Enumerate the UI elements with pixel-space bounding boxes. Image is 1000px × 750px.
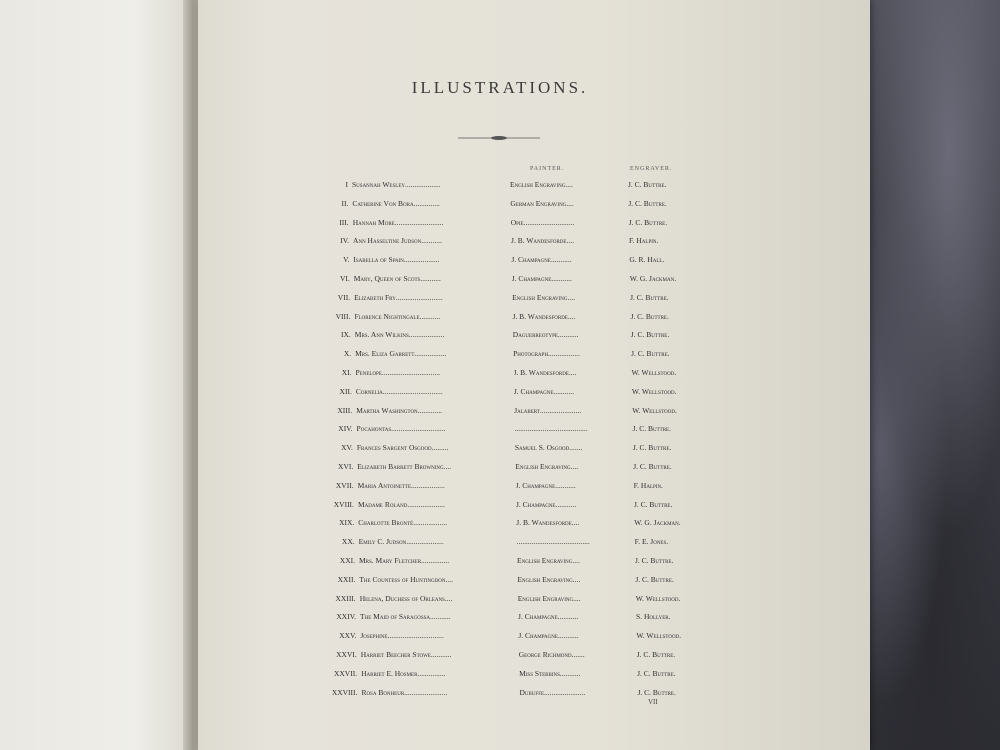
list-item-painter: English Engraving.... xyxy=(517,593,581,603)
list-item-number: XV. xyxy=(341,443,353,453)
list-item xyxy=(294,368,734,384)
page-folio: VII xyxy=(648,698,658,706)
list-item-name: Mrs. Ann Wilkins................... xyxy=(354,330,445,340)
list-item xyxy=(293,349,733,365)
list-item xyxy=(298,612,738,628)
list-item-painter: English Engraving.... xyxy=(517,556,580,565)
list-item xyxy=(291,236,731,252)
list-item-number: VI. xyxy=(339,274,350,283)
list-item-number: XXV. xyxy=(339,631,357,641)
list-item-painter: English Engraving.... xyxy=(515,462,579,471)
list-item-painter: J. B. Wandesforde.... xyxy=(512,311,576,321)
list-item-painter: J. B. Wandesforde.... xyxy=(511,236,574,246)
list-item-number: II. xyxy=(341,198,349,208)
list-item xyxy=(296,481,736,497)
list-item xyxy=(298,594,738,610)
list-item-number: XXVI. xyxy=(336,650,357,659)
list-item-number: XXIV. xyxy=(336,612,357,622)
list-item-engraver: W. G. Jackman. xyxy=(629,274,677,283)
list-item-painter: Photograph................. xyxy=(513,349,580,359)
page-title: ILLUSTRATIONS. xyxy=(411,78,589,97)
list-item-engraver: W. Wellstood. xyxy=(631,386,677,396)
list-item-name: The Maid of Saragossa........... xyxy=(360,612,451,622)
list-item-name: Martha Washington............. xyxy=(356,405,443,415)
list-item xyxy=(294,406,734,422)
list-item-painter: J. B. Wandesforde.... xyxy=(513,368,577,377)
list-item-painter: English Engraving.... xyxy=(510,180,573,189)
list-item-engraver: F. Halpin. xyxy=(629,236,659,246)
list-item-engraver: F. Halpin. xyxy=(633,480,663,490)
list-item xyxy=(290,180,730,196)
list-item-engraver: W. Wellstood. xyxy=(635,593,681,603)
list-item-painter: Samuel S. Osgood....... xyxy=(514,443,583,453)
list-item-number: IV. xyxy=(340,236,350,246)
list-item xyxy=(299,669,739,685)
list-item-painter: Dubuffe...................... xyxy=(519,687,586,697)
list-item-name: Penelope............................... xyxy=(355,368,441,377)
list-item-engraver: J. C. Buttre. xyxy=(628,217,668,227)
column-header-painter: PAINTER. xyxy=(530,166,565,172)
list-item-name: Cornelia................................ xyxy=(355,386,443,396)
list-item-number: IX. xyxy=(341,330,351,340)
list-item-painter: J. Champagne........... xyxy=(515,499,577,509)
list-item-engraver: J. C. Buttre. xyxy=(628,180,667,189)
list-item xyxy=(295,462,735,478)
list-item-number: XI. xyxy=(341,368,352,377)
list-item-number: XXII. xyxy=(337,574,356,584)
list-item-painter: J. Champagne........... xyxy=(513,386,575,396)
list-item xyxy=(292,312,732,328)
list-item-engraver: J. C. Buttre. xyxy=(631,349,670,359)
list-item-number: XVII. xyxy=(335,480,354,490)
list-item xyxy=(294,387,734,403)
list-item-painter: J. Champagne........... xyxy=(515,480,576,490)
list-item xyxy=(295,424,735,440)
list-item-number: XVIII. xyxy=(333,499,354,509)
list-item xyxy=(297,556,737,572)
list-item-engraver: W. Wellstood. xyxy=(632,405,677,415)
list-item-number: I xyxy=(345,180,348,189)
list-item-number: VIII. xyxy=(335,311,351,321)
list-item-engraver: F. E. Jones. xyxy=(634,537,669,547)
list-item-name: Susannah Wesley................... xyxy=(352,180,441,189)
list-item-engraver: W. Wellstood. xyxy=(636,631,682,641)
list-item-engraver: J. C. Buttre. xyxy=(637,687,676,697)
list-item-painter: ....................................... xyxy=(514,424,588,434)
list-item-name: Mrs. Eliza Garrett................. xyxy=(355,349,447,359)
list-item-name: Josephine.............................. xyxy=(360,631,444,641)
list-item-number: XXIII. xyxy=(335,593,356,603)
list-item-painter: Jalabert...................... xyxy=(514,405,582,415)
list-item-engraver: J. C. Buttre. xyxy=(630,292,669,302)
list-item xyxy=(293,330,733,346)
list-item xyxy=(297,537,737,553)
list-item-name: Helena, Duchess of Orleans.... xyxy=(359,593,453,603)
list-item-number: XXVIII. xyxy=(331,687,358,697)
list-item-name: Maria Antoinette.................. xyxy=(357,480,445,490)
list-item-engraver: J. C. Buttre. xyxy=(632,424,671,434)
list-item-engraver: J. C. Buttre. xyxy=(628,198,667,208)
list-item-engraver: J. C. Buttre. xyxy=(637,668,676,678)
column-header-engraver: ENGRAVER. xyxy=(630,166,673,172)
list-item xyxy=(295,443,735,459)
list-item-number: XVI. xyxy=(338,462,354,471)
list-item-name: Florence Nightingale........... xyxy=(354,311,441,321)
list-item-painter: Miss Stebbins........... xyxy=(519,668,581,678)
list-item xyxy=(296,518,736,534)
list-item-name: Mary, Queen of Scots........... xyxy=(353,274,441,283)
list-item-engraver: J. C. Buttre. xyxy=(632,443,672,453)
list-item-name: Elizabeth Barrett Browning.... xyxy=(357,462,452,471)
list-item-engraver: W. G. Jackman. xyxy=(634,518,681,528)
list-item-painter: J. B. Wandesforde.... xyxy=(516,518,580,528)
list-item-name: Hannah More.......................... xyxy=(352,217,444,227)
list-item-number: XXVII. xyxy=(333,668,358,678)
list-item-painter: ....................................... xyxy=(516,537,590,547)
list-item-painter: Daguerreotype........... xyxy=(512,330,579,340)
list-item-number: XIV. xyxy=(338,424,353,434)
list-item-number: XX. xyxy=(341,537,355,547)
list-item-number: XXI. xyxy=(339,556,355,565)
list-item-name: Pocahontas............................. xyxy=(356,424,446,434)
list-item-engraver: W. Wellstood. xyxy=(631,368,677,377)
list-item xyxy=(292,293,732,309)
list-item-painter: German Engraving.... xyxy=(510,198,574,208)
list-item xyxy=(292,274,732,290)
list-item xyxy=(297,575,737,591)
list-item-engraver: J. C. Buttre. xyxy=(630,311,669,321)
list-item-painter: J. Champagne........... xyxy=(511,255,572,265)
list-item-painter: Opie........................... xyxy=(510,217,575,227)
list-item-name: Rosa Bonheur....................... xyxy=(361,687,448,697)
list-item-number: VII. xyxy=(337,292,351,302)
list-item-name: Mrs. Mary Fletcher............... xyxy=(359,556,450,565)
list-item-name: Elizabeth Fry......................... xyxy=(354,292,443,302)
list-item xyxy=(291,218,731,234)
list-item-name: The Countess of Huntingdon.... xyxy=(359,574,454,584)
list-item-painter: J. Champagne........... xyxy=(518,631,579,641)
list-item xyxy=(299,688,739,704)
list-item-name: Ann Hasseltine Judson........... xyxy=(353,236,442,246)
list-item-number: XIX. xyxy=(339,518,355,528)
list-item-engraver: J. C. Buttre. xyxy=(635,574,674,584)
list-item-engraver: J. C. Buttre. xyxy=(635,556,674,565)
list-item-painter: English Engraving.... xyxy=(517,574,581,584)
list-item-number: III. xyxy=(339,217,349,227)
list-item xyxy=(299,650,739,666)
list-item-painter: J. Champagne........... xyxy=(518,612,579,622)
list-item-engraver: J. C. Buttre. xyxy=(636,650,676,659)
list-item-painter: George Richmond....... xyxy=(518,650,585,659)
list-item-engraver: J. C. Buttre. xyxy=(630,330,670,340)
list-item-number: XII. xyxy=(339,386,352,396)
list-item-name: Madame Roland.................... xyxy=(357,499,445,509)
list-item xyxy=(298,631,738,647)
list-item-engraver: G. R. Hall. xyxy=(629,255,665,265)
list-item-number: X. xyxy=(343,349,352,359)
list-item xyxy=(291,255,731,271)
list-item-engraver: J. C. Buttre. xyxy=(633,462,672,471)
list-item-name: Emily C. Judson.................... xyxy=(358,537,444,547)
list-item-name: Charlotte Brontë.................. xyxy=(358,518,447,528)
list-item-name: Frances Sargent Osgood......... xyxy=(356,443,449,453)
list-item-name: Harriet Beecher Stowe........... xyxy=(360,650,452,659)
list-item xyxy=(296,500,736,516)
list-item-number: XIII. xyxy=(337,405,353,415)
list-item xyxy=(290,199,730,215)
list-item-painter: English Engraving.... xyxy=(512,292,575,302)
list-item-engraver: S. Hollyer. xyxy=(636,612,671,622)
list-item-number: V. xyxy=(343,255,350,265)
list-item-engraver: J. C. Buttre. xyxy=(633,499,673,509)
list-item-painter: J. Champagne........... xyxy=(511,274,572,283)
list-item-name: Harriet E. Hosmer............... xyxy=(361,668,446,678)
list-item-name: Isabella of Spain................... xyxy=(353,255,440,265)
list-item-name: Catherine Von Bora.............. xyxy=(352,198,440,208)
